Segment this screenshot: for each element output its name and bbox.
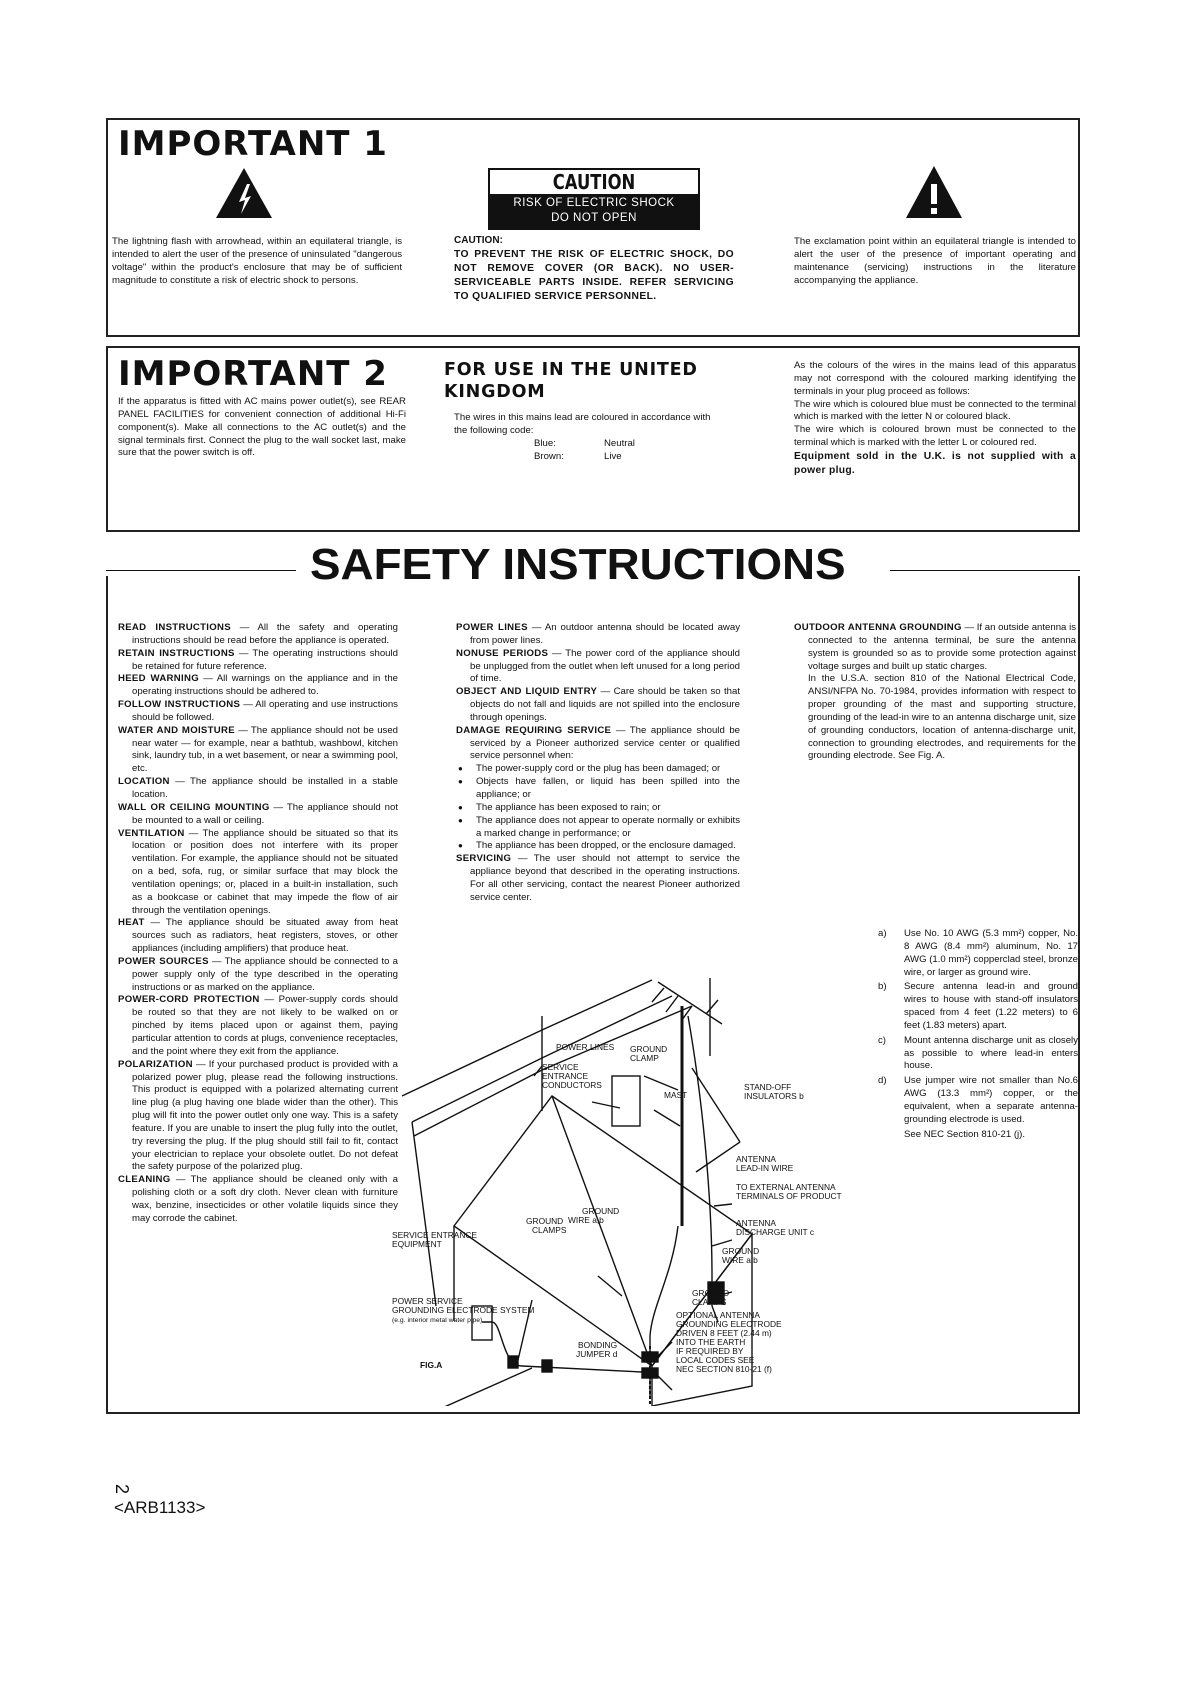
lightning-description: The lightning flash with arrowhead, within an equilateral triangle, is intended to alert the user of the presence of uninsulated "dangerous voltage" within the product's enclosure that may be of sufficient magnitude to constitute a risk of electric shock to persons. [112,236,402,286]
entry-text: — The power cord of the appliance should be unplugged from the outlet when left unused for a long period of time. [470,647,741,685]
figure-label-standoff-2: INSULATORS b [744,1091,804,1101]
step-text: Mount antenna discharge unit as closely as possible to where lead-in enters house. [904,1034,1078,1072]
entry-text: — The appliance should be situated so that its location or position does not interfere with its proper ventilation. For example, the appliance should not be situated on a bed, sofa, rug, or similar surface that may block the ventilation openings; or, placed in a built-in installation, such as a bookcase or cabinet that may impede the flow of air through the ventilation openings. [132,827,398,916]
figure-label-service-entrance-3: CONDUCTORS [542,1080,602,1090]
figure-label-ground-wire-center-2: WIRE a,b [568,1215,604,1225]
caution-label-title: CAUTION [552,170,636,194]
entry-text: — All warnings on the appliance and in the operating instructions should be adhered to. [132,673,398,698]
entry-heading: POWER SOURCES [118,955,209,967]
safety-entry [118,1174,398,1225]
figure-label-lead-in-1: ANTENNA [736,1154,777,1164]
wire-colours-instructions [794,360,1076,478]
caution-text: TO PREVENT THE RISK OF ELECTRIC SHOCK, DO NOT REMOVE COVER (OR BACK). NO USER-SERVICEABLE PARTS INSIDE. REFER SERVICING TO QUALIFIED SERVICE PERSONNEL. [454,249,734,302]
figure-label-service-entrance-2: ENTRANCE [542,1071,589,1081]
damage-bullet-item: ● The appliance does not appear to operate normally or exhibits a marked change in performance; or [476,815,740,841]
entry-text: — All operating and use instructions should be followed. [132,699,398,723]
entry-heading: RETAIN INSTRUCTIONS [118,647,235,659]
wire-blue-rule: The wire which is coloured blue must be connected to the terminal which is marked with the letter N or coloured black. [794,398,1076,423]
step-marker: b) [878,981,887,993]
figure-label-optional-1: OPTIONAL ANTENNA [676,1310,760,1320]
safety-title-rule-right [890,570,1080,571]
grounding-step [878,928,1078,979]
entry-heading: VENTILATION [118,827,185,839]
figure-label-service-equipment-2: EQUIPMENT [392,1239,442,1249]
entry-heading: FOLLOW INSTRUCTIONS [118,699,241,711]
entry-text: — The appliance should be connected to a power supply only of the type described in the operating instructions or as marked on the appliance. [132,955,398,993]
safety-entry [118,802,398,828]
figure-label-optional-3: DRIVEN 8 FEET (2.44 m) [676,1328,772,1338]
safety-entry [118,994,398,1058]
entry-heading: HEED WARNING [118,673,199,685]
safety-column-1 [118,622,398,1226]
page-number: 2 [112,1484,132,1495]
safety-title-rule-left [106,570,296,571]
entry-heading: POWER-CORD PROTECTION [118,994,260,1006]
entry-text: — The appliance should not be mounted to a wall or ceiling. [132,801,398,826]
wire-meaning: Neutral [604,438,635,449]
figure-label-optional-5: IF REQUIRED BY [676,1346,744,1356]
important-2-box [106,346,1080,532]
caution-do-not-open-text: DO NOT OPEN [551,212,637,224]
caution-label-banner [490,194,698,228]
entry-heading: LOCATION [118,776,170,788]
entry-text: — The appliance should be situated away from heat sources such as radiators, heat registers, stoves, or other appliances (including amplifiers) that produce heat. [132,917,398,955]
figure-label-to-external-1: TO EXTERNAL ANTENNA [736,1182,836,1192]
figure-label-ground-clamp-2: CLAMP [630,1053,659,1063]
damage-bullet-item: ● The appliance has been dropped, or the enclosure damaged. [476,840,740,853]
figure-label-optional-7: NEC SECTION 810-21 (f) [676,1364,772,1374]
entry-text: — The user should not attempt to service the appliance beyond that described in the operating instructions. For all other servicing, contact the nearest Pioneer authorized service center. [470,853,740,903]
entry-text: — Power-supply cords should be routed so that they are not likely to be walked on or pinched by items placed upon or against them, paying particular attention to cords at plugs, convenience receptacles, and the point where they exit from the appliance. [132,994,399,1057]
figure-label-service-equipment-1: SERVICE ENTRANCE [392,1230,478,1240]
entry-text: — Care should be taken so that objects do not fall and liquids are not spilled into the enclosure through openings. [470,686,740,723]
entry-text: — The appliance should be cleaned only with a polishing cloth or a soft dry cloth. Never clean with furniture wax, benzine, insecticides or other volatile liquids since they may corrode the cabinet. [132,1174,398,1224]
damage-bullet-item: ● The power-supply cord or the plug has been damaged; or [476,763,740,776]
document-code: <ARB1133> [114,1498,206,1517]
safety-entry [118,917,398,956]
figure-label-ground-clamp-1: GROUND [630,1044,668,1054]
figure-label-optional-6: LOCAL CODES SEE [676,1355,755,1365]
figure-label-ground-clamps-center-2: CLAMPS [532,1225,567,1235]
entry-heading: DAMAGE REQUIRING SERVICE [456,724,612,736]
damage-bullet-item: ● The appliance has been exposed to rain; or [476,802,740,815]
figure-label-ground-wire-right-1: GROUND [722,1246,760,1256]
wire-code-table [534,438,734,464]
safety-entry [456,622,740,648]
figure-label-bonding-1: BONDING [578,1340,618,1350]
safety-entry [118,956,398,995]
figure-label-ground-clamps-right-2: CLAMPS [692,1297,727,1307]
wire-colours-intro: As the colours of the wires in the mains lead of this apparatus may not correspond with the coloured marking identifying the terminals in your plug proceed as follows: [794,360,1076,397]
figure-label-discharge-2: DISCHARGE UNIT c [736,1227,815,1237]
safety-entry [456,686,740,725]
exclamation-description: The exclamation point within an equilateral triangle is intended to alert the user of the presence of important operating and maintenance (servicing) instructions in the literature accompanying the appliance. [794,236,1076,286]
entry-heading: NONUSE PERIODS [456,647,549,659]
figure-label-power-service-3: (e.g. interior metal water pipe) [392,1317,483,1324]
figure-label-ground-wire-right-2: WIRE a,b [722,1255,758,1265]
figure-label-standoff-1: STAND-OFF [744,1082,792,1092]
figure-label-ground-clamps-right-1: GROUND [692,1288,730,1298]
entry-text: — The operating instructions should be retained for future reference. [132,647,398,672]
figure-label-optional-2: GROUNDING ELECTRODE [676,1319,782,1329]
important-1-box [106,118,1080,337]
safety-column-2 [456,622,740,905]
safety-entry [456,648,740,687]
safety-entry [118,699,398,725]
entry-heading: POLARIZATION [118,1058,193,1070]
entry-text: — If an outside antenna is connected to the antenna terminal, be sure the antenna system is grounded so as to provide some protection against voltage surges and built up static charges. [808,622,1076,672]
important-2-title: IMPORTANT 2 [118,354,388,394]
entry-heading: SERVICING [456,853,512,865]
entry-text: — If your purchased product is provided with a polarized power plug, please read the following instructions. This product is equipped with a polarized alternating current line plug (a plug having one blade wider than the other). This plug will fit into the power outlet only one way. This is a safety feature. If you are unable to insert the plug fully into the outlet, try reversing the plug. If the plug should still fail to fit, contact your electrician to replace your obsolete outlet. Do not defeat the safety purpose of the polarized plug. [132,1058,398,1173]
entry-text: — All the safety and operating instructions should be read before the appliance is operated. [132,622,398,646]
figure-label-service-entrance-1: SERVICE [542,1062,579,1072]
safety-box [106,576,1080,1414]
important-1-title: IMPORTANT 1 [118,124,388,164]
entry-heading: POWER LINES [456,622,528,633]
safety-column-3 [794,622,1076,763]
safety-entry [118,725,398,776]
no-power-plug-note: Equipment sold in the U.K. is not supplied with a power plug. [794,450,1076,476]
safety-entry [456,725,740,764]
step-marker: d) [878,1075,887,1087]
entry-text: — An outdoor antenna should be located away from power lines. [470,622,740,646]
exclamation-warning-icon [904,164,964,220]
figure-label-discharge-1: ANTENNA [736,1218,777,1228]
step-text: Use jumper wire not smaller than No.6 AWG (13.3 mm²) copper, or the equivalent, when a separate antenna-grounding electrode is used. [904,1075,1078,1125]
figure-label-lead-in-2: LEAD-IN WIRE [736,1163,794,1173]
antenna-grounding-figure [392,976,1042,1406]
step-marker: c) [878,1034,886,1046]
safety-entry-outdoor-antenna [794,622,1076,673]
entry-heading: WALL OR CEILING MOUNTING [118,801,270,813]
wire-code-row [534,451,734,464]
entry-heading: HEAT [118,917,145,929]
wire-code-row [534,438,734,451]
figure-caption: FIG.A [420,1360,443,1370]
figure-label-optional-4: INTO THE EARTH [676,1337,746,1347]
damage-bullet-list [456,763,740,853]
safety-entry [118,648,398,674]
figure-label-to-external-2: TERMINALS OF PRODUCT [736,1191,842,1201]
safety-entry [118,828,398,918]
uk-title: FOR USE IN THE UNITED KINGDOM [444,360,698,402]
safety-title: SAFETY INSTRUCTIONS [310,540,846,589]
nec-section-note: See NEC Section 810-21 (j). [904,1128,1026,1140]
entry-text: — The appliance should be installed in a stable location. [132,776,398,800]
safety-entry [118,776,398,802]
caution-label [488,168,700,230]
entry-text: — The appliance should be serviced by a Pioneer authorized service center or qualified service personnel when: [470,724,741,762]
lightning-warning-icon [214,166,274,220]
figure-label-ground-wire-center-1: GROUND [582,1206,620,1216]
step-text: Secure antenna lead-in and ground wires to house with stand-off insulators spaced from 4 feet (1.22 meters) to 6 feet (1.83 meters) apart. [904,981,1078,1031]
figure-label-power-lines: POWER LINES [556,1042,615,1052]
safety-entry [118,1059,398,1175]
figure-label-power-service-2: GROUNDING ELECTRODE SYSTEM [392,1305,535,1315]
damage-bullet-item: ● Objects have fallen, or liquid has been spilled into the appliance; or [476,776,740,802]
uk-text: The wires in this mains lead are coloured in accordance with the following code: [454,412,711,436]
figure-label-ground-clamps-center-1: GROUND [526,1216,564,1226]
wire-colour: Brown: [534,450,564,462]
entry-heading: CLEANING [118,1174,171,1186]
entry-heading: OBJECT AND LIQUID ENTRY [456,686,598,698]
safety-entry [118,622,398,648]
wire-meaning: Live [604,450,622,462]
caution-risk-text: RISK OF ELECTRIC SHOCK [513,197,675,209]
entry-text: — The appliance should not be used near water — for example, near a bathtub, washbowl, kitchen sink, laundry tub, in a wet basement, or near a swimming pool, etc. [132,724,398,775]
wire-brown-rule: The wire which is coloured brown must be connected to the terminal which is marked with the letter L or coloured red. [794,424,1076,449]
step-marker: a) [878,928,887,939]
wire-colour: Blue: [534,438,556,449]
nec-paragraph: In the U.S.A. section 810 of the National Electrical Code, ANSI/NFPA No. 70-1984, provides information with respect to proper grounding of the mast and supporting structure, grounding of the lead-in wire to an antenna discharge unit, size of grounding conductors, location of antenna-discharge unit, connection to grounding electrodes, and requirements for the grounding electrode. See Fig. A. [808,673,1076,762]
figure-label-mast: MAST [664,1090,688,1100]
entry-heading: WATER AND MOISTURE [118,724,235,736]
entry-heading: READ INSTRUCTIONS [118,622,231,633]
figure-label-power-service-1: POWER SERVICE [392,1296,463,1306]
entry-heading: OUTDOOR ANTENNA GROUNDING [794,622,962,633]
caution-heading: CAUTION: [454,235,503,246]
safety-entry-servicing [456,853,740,904]
important-2-text: If the apparatus is fitted with AC mains power outlet(s), see REAR PANEL FACILITIES for convenient connection of additional Hi-Fi component(s). Make all connections to the AC outlet(s) and the signal terminals first. Connect the plug to the wall socket last, make sure that the power switch is off. [118,396,406,459]
step-text: Use No. 10 AWG (5.3 mm²) copper, No. 8 AWG (8.4 mm²) aluminum, No. 17 AWG (1.0 mm²) copperclad steel, bronze wire, or larger as ground wire. [904,928,1078,978]
safety-entry [118,673,398,699]
figure-label-bonding-2: JUMPER d [576,1349,618,1359]
